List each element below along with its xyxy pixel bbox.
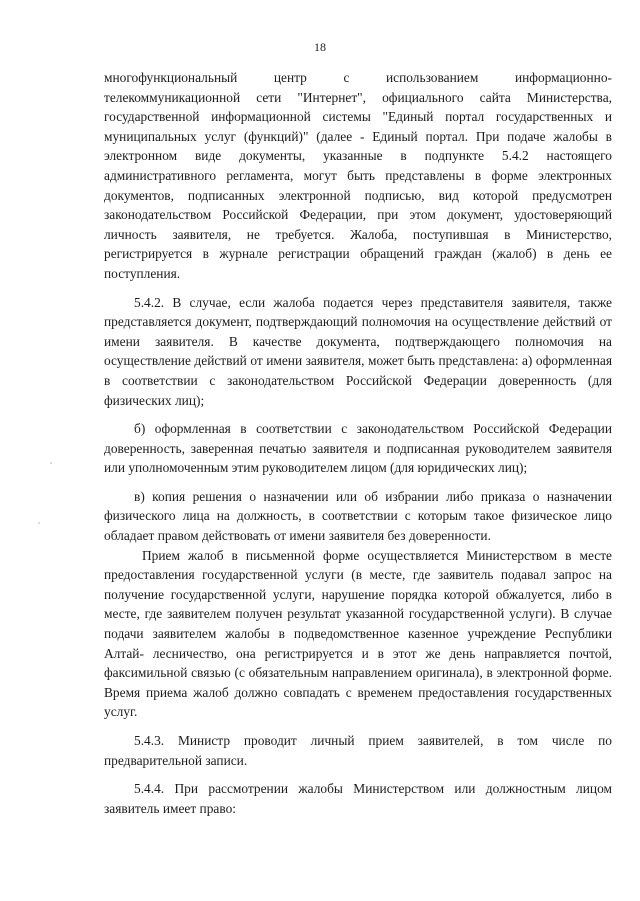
- paragraph-complaint-reception: Прием жалоб в письменной форме осуществляется Министерством в месте предоставления государственной услуги (в месте, где заявитель подавал запрос на получение государственной услуги, нарушение порядка которой обжалуется, либо в месте, где заявителем получен результат указанной государственной услуги). В случае подачи заявителем жалобы в подведомственное казенное учреждение Республики Алтай- лесничество, она регистрируется и в этот же день направляется почтой, факсимильной связью (с обязательным направлением оригинала), в электронной форме. Время приема жалоб должно совпадать с временем предоставления государственных услуг.: [104, 547, 612, 720]
- paragraph-item-b: б) оформленная в соответствии с законодательством Российской Федерации доверенность, заверенная печатью заявителя и подписанная руководителем заявителя или уполномоченным этим руководителем лицом (для юридических лиц);: [104, 421, 612, 476]
- scan-speck: [50, 462, 52, 464]
- paragraph-5-4-3: 5.4.3. Министр проводит личный прием заявителей, в том числе по предварительной записи.: [104, 733, 612, 768]
- document-body: [104, 68, 612, 818]
- paragraph-5-4-2: 5.4.2. В случае, если жалоба подается через представителя заявителя, также представляется документ, подтверждающий полномочия на осуществление действий от имени заявителя. В качестве документа, подтверждающего полномочия на осуществление действий от имени заявителя, может быть представлена: а) оформленная в соответствии с законодательством Российской Федерации доверенность (для физических лиц);: [104, 294, 612, 408]
- paragraph-item-v: в) копия решения о назначении или об избрании либо приказа о назначении физического лица на должность, в соответствии с которым такое физическое лицо обладает правом действовать от имени заявителя без доверенности.: [104, 488, 612, 544]
- scan-speck: [38, 522, 40, 524]
- paragraph-5-4-4: 5.4.4. При рассмотрении жалобы Министерством или должностным лицом заявитель имеет право:: [104, 781, 612, 816]
- paragraph-continuation: многофункциональный центр с использованием информационно-телекоммуникационной сети "Интернет", официального сайта Министерства, государственной информационной системы "Единый портал государственных и муниципальных услуг (функций)" (далее - Единый портал. При подаче жалобы в электронном виде документы, указанные в подпункте 5.4.2 настоящего административного регламента, могут быть представлены в форме электронных документов, подписанных электронной подписью, вид которой предусмотрен законодательством Российской Федерации, при этом документ, удостоверяющий личность заявителя, не требуется. Жалоба, поступившая в Министерство, регистрируется в журнале регистрации обращений граждан (жалоб) в день ее поступления.: [104, 70, 612, 281]
- page-number: 18: [314, 40, 326, 54]
